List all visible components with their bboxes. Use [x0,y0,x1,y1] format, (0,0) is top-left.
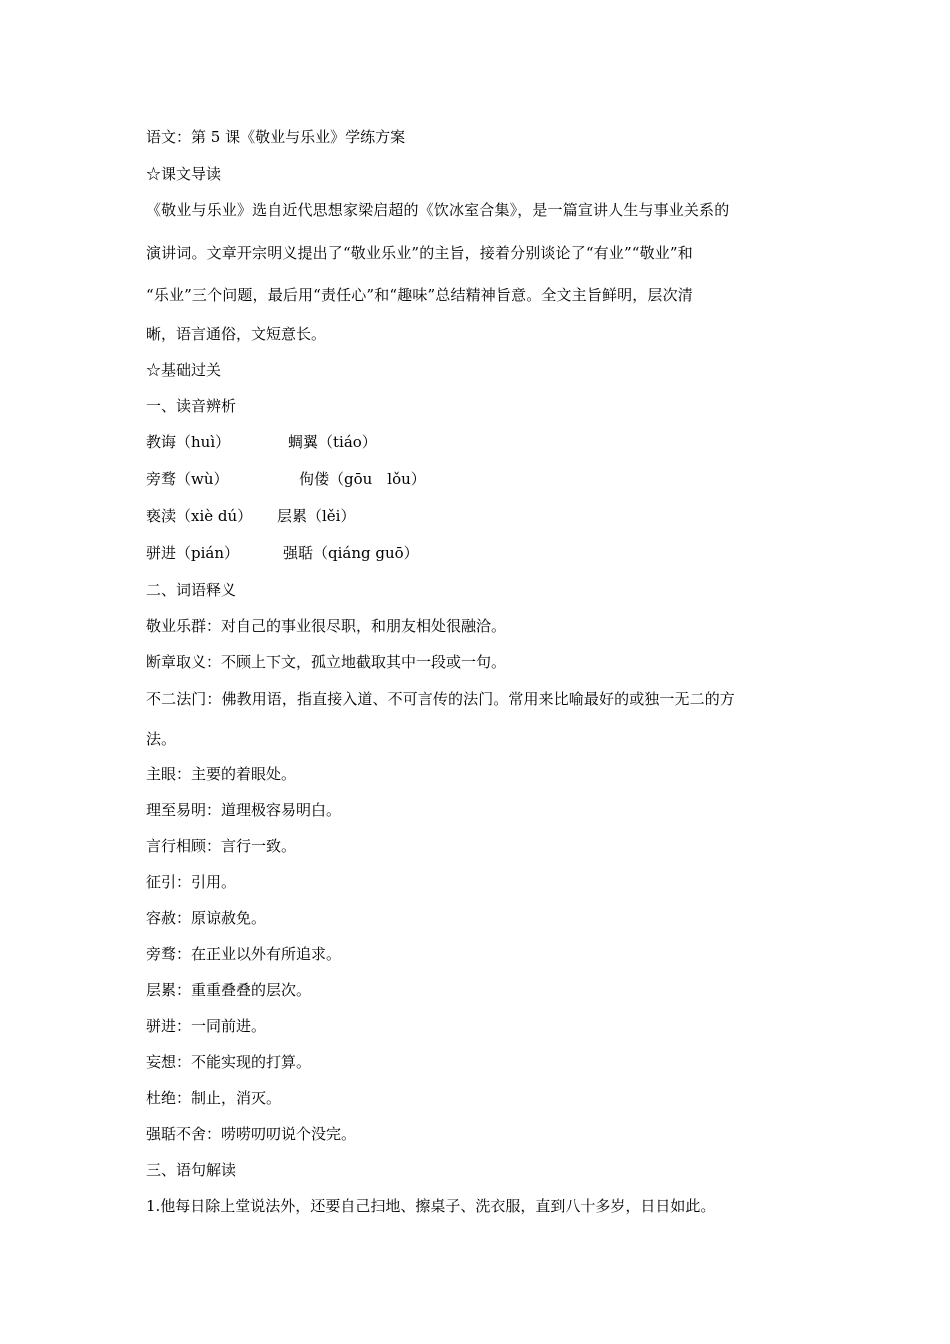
definition-item: 法。 [146,730,177,748]
definition-item: 不二法门：佛教用语，指直接入道、不可言传的法门。常用来比喻最好的或独一无二的方 [146,690,735,708]
intro-paragraph-line: 晰，语言通俗，文短意长。 [146,325,327,343]
part-heading-pronunciation: 一、读音辨析 [146,397,237,415]
definition-item: 征引：引用。 [146,873,237,891]
part-heading-definitions: 二、词语释义 [146,581,237,599]
definition-item: 强聒不舍：唠唠叨叨说个没完。 [146,1125,357,1143]
pronunciation-item: 教诲（huì） [146,433,231,451]
pronunciation-item: 佝偻（gōu lǒu） [299,470,426,488]
definition-item: 敬业乐群：对自己的事业很尽职，和朋友相处很融洽。 [146,617,507,635]
section-heading-intro: ☆课文导读 [146,165,222,183]
pronunciation-item: 旁骛（wù） [146,470,229,488]
intro-paragraph-line: 演讲词。文章开宗明义提出了“敬业乐业”的主旨，接着分别谈论了“有业”“敬业”和 [146,244,693,262]
pronunciation-item: 强聒（qiáng guō） [283,544,419,562]
definition-item: 容赦：原谅赦免。 [146,909,267,927]
definition-item: 言行相顾：言行一致。 [146,837,297,855]
intro-paragraph-line: “乐业”三个问题，最后用“责任心”和“趣味”总结精神旨意。全文主旨鲜明，层次清 [146,286,693,304]
sentence-item: 1.他每日除上堂说法外，还要自己扫地、擦桌子、洗衣服，直到八十多岁，日日如此。 [146,1197,716,1215]
pronunciation-item: 亵渎（xiè dú） [146,507,253,525]
definition-item: 理至易明：道理极容易明白。 [146,801,342,819]
pronunciation-item: 层累（lěi） [277,507,356,525]
definition-item: 杜绝：制止，消灭。 [146,1089,282,1107]
definition-item: 旁骛：在正业以外有所追求。 [146,945,342,963]
definition-item: 妄想：不能实现的打算。 [146,1053,312,1071]
definition-item: 骈进：一同前进。 [146,1017,267,1035]
section-heading-basic: ☆基础过关 [146,361,222,379]
document-title: 语文：第 5 课《敬业与乐业》学练方案 [146,128,406,146]
pronunciation-item: 蜩翼（tiáo） [288,433,377,451]
part-heading-sentences: 三、语句解读 [146,1161,237,1179]
definition-item: 层累：重重叠叠的层次。 [146,981,312,999]
definition-item: 主眼：主要的着眼处。 [146,765,297,783]
intro-paragraph-line: 《敬业与乐业》选自近代思想家梁启超的《饮冰室合集》，是一篇宣讲人生与事业关系的 [146,201,730,219]
definition-item: 断章取义：不顾上下文，孤立地截取其中一段或一句。 [146,653,507,671]
pronunciation-item: 骈进（pián） [146,544,240,562]
